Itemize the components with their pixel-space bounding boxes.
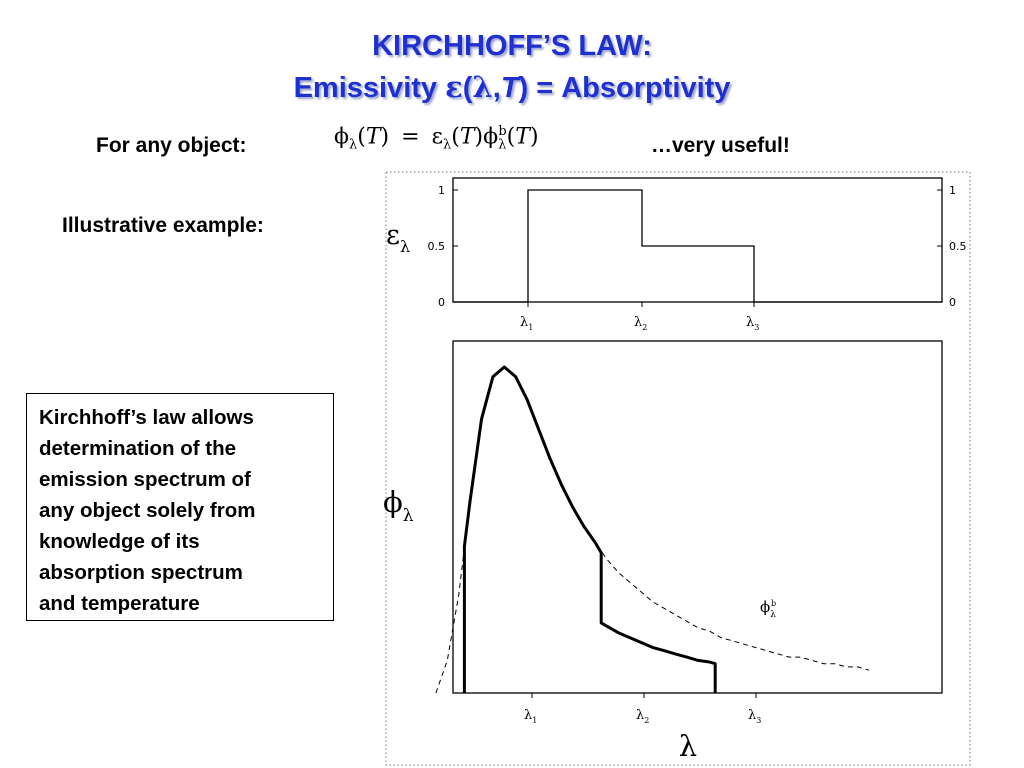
- illustrative-example-label: Illustrative example:: [62, 214, 264, 237]
- explanation-line: determination of the: [39, 437, 237, 460]
- subtitle-comma: ,: [492, 72, 501, 104]
- emission-xtick-label: $\lambda_1$: [524, 708, 538, 725]
- blackbody-curve-label: $\phi_\lambda b$: [760, 598, 777, 620]
- subtitle-open-paren: (: [462, 72, 473, 104]
- emission-plot-frame: [453, 341, 942, 693]
- for-any-object-label: For any object:: [96, 134, 247, 157]
- emissivity-ytick-label-right: 1: [949, 184, 956, 197]
- explanation-line: any object solely from: [39, 499, 256, 522]
- formula-T-2: T: [459, 124, 475, 150]
- blackbody-dashed-curve: [436, 367, 869, 693]
- formula-open-2: (: [451, 124, 460, 150]
- formula-open-3: (: [506, 124, 516, 150]
- emissivity-ylabel: $\varepsilon_\lambda$: [386, 220, 411, 256]
- formula-T-1: T: [365, 124, 381, 150]
- emission-spectrum-curve: [464, 367, 715, 693]
- emission-xtick-label: $\lambda_2$: [636, 708, 650, 725]
- explanation-line: Kirchhoff’s law allows: [39, 406, 254, 429]
- emissivity-xtick-label: $\lambda_2$: [634, 315, 648, 332]
- emissivity-xtick-label: $\lambda_3$: [746, 315, 760, 332]
- slide-title: KIRCHHOFF’S LAW:: [372, 30, 652, 62]
- emissivity-ytick-label-left: 1: [438, 184, 445, 197]
- emissivity-step-line: [453, 190, 942, 302]
- formula-open-1: (: [357, 124, 366, 150]
- subtitle-lambda: λ: [472, 70, 493, 104]
- explanation-line: and temperature: [39, 592, 200, 615]
- emission-ylabel: $\phi_\lambda$: [383, 485, 414, 526]
- formula-phi2-sup: b: [498, 124, 507, 139]
- emissivity-ytick-label-right: 0: [949, 296, 956, 309]
- explanation-line: emission spectrum of: [39, 468, 251, 491]
- explanation-line: knowledge of its: [39, 530, 200, 553]
- subtitle-text-pre: Emissivity: [293, 72, 446, 104]
- subtitle-text-post: ) = Absorptivity: [518, 72, 731, 104]
- subtitle-epsilon: ε: [445, 70, 463, 104]
- formula-close-3: ): [529, 124, 539, 150]
- emissivity-ytick-label-right: 0.5: [949, 240, 967, 253]
- emission-xlabel: λ: [678, 729, 698, 763]
- formula-phi: ϕ: [334, 124, 349, 150]
- formula-phi-sub: λ: [349, 137, 358, 153]
- emissivity-ytick-label-left: 0.5: [427, 240, 445, 253]
- formula-T-3: T: [515, 124, 530, 150]
- formula-close-2: ): [474, 124, 484, 150]
- formula-equals: =: [401, 124, 420, 150]
- formula-eps-sub: λ: [442, 137, 452, 153]
- explanation-line: absorption spectrum: [39, 561, 243, 584]
- emissivity-plot-frame: [453, 178, 942, 302]
- formula-close-1: ): [380, 124, 390, 150]
- emissivity-xtick-label: $\lambda_1$: [520, 315, 534, 332]
- subtitle-T: T: [500, 72, 519, 104]
- formula-eps: ε: [431, 124, 443, 150]
- very-useful-label: …very useful!: [651, 134, 790, 157]
- formula-phi-2: ϕ: [483, 124, 499, 150]
- formula-phi2-sub: λ: [498, 137, 507, 153]
- emissivity-ytick-label-left: 0: [438, 296, 445, 309]
- emission-xtick-label: $\lambda_3$: [748, 708, 762, 725]
